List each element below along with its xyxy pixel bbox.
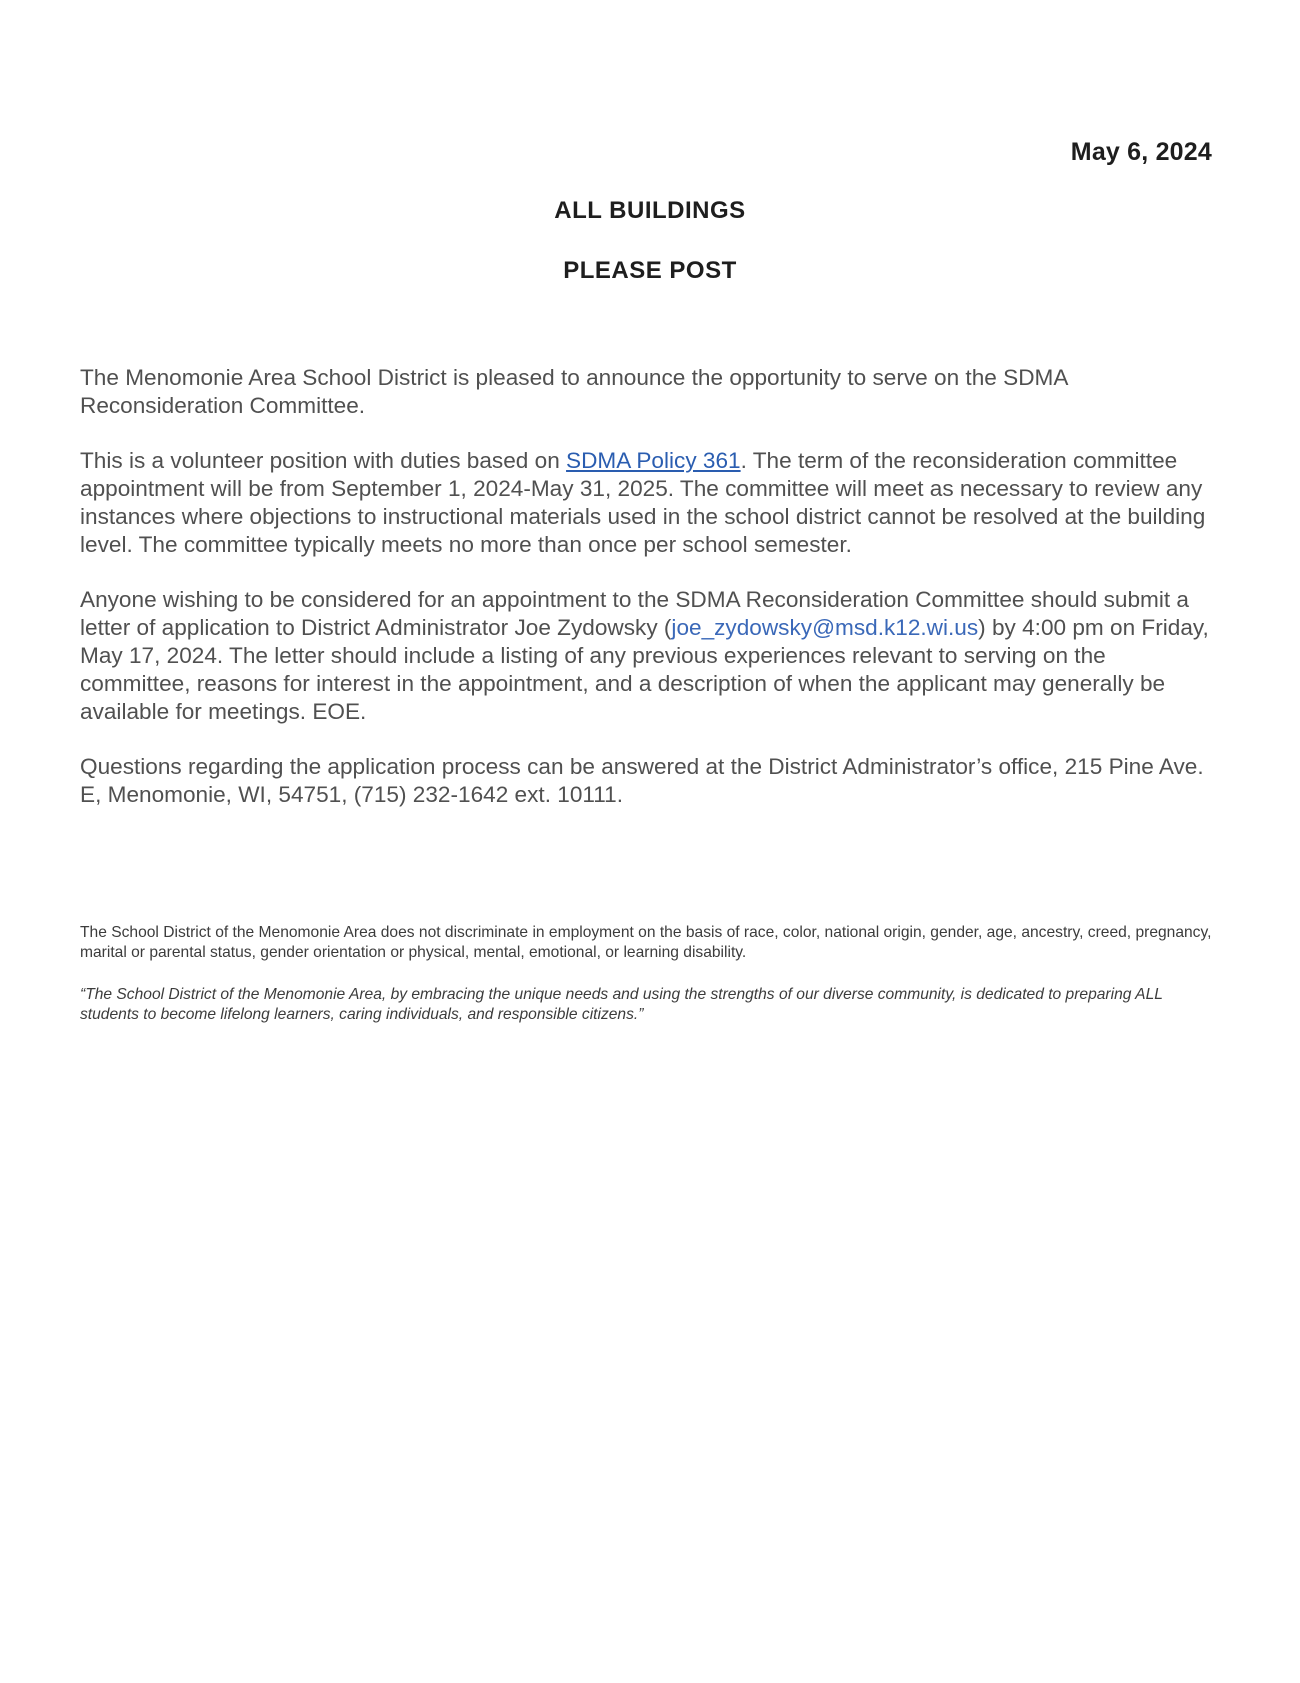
document-date: May 6, 2024 [1070, 138, 1212, 166]
mission-statement: “The School District of the Menomonie Area, by embracing the unique needs and using the strengths of our diverse community, is dedicated to preparing ALL students to become lifelong learners, caring individuals, and responsible citizens.” [80, 986, 1163, 1023]
application-text-after-email: ) by 4:00 pm on Friday, May 17, 2024. The letter should include a listing of any previous experiences relevant to serving on the committee, reasons for interest in the appointment, and a description of when the applicant may generally be available for meetings. EOE. [80, 615, 1209, 724]
heading-please-post: PLEASE POST [563, 257, 737, 284]
heading-all-buildings: ALL BUILDINGS [554, 197, 746, 224]
paragraph-contact-info: Questions regarding the application process can be answered at the District Administrator’s office, 215 Pine Ave. E, Menomonie, WI, 54751, (715) 232-1642 ext. 10111. [80, 754, 1204, 807]
position-text-after-link: . The term of the reconsideration committee appointment will be from September 1, 2024-May 31, 2025. The committee will meet as necessary to review any instances where objections to instructional materials used in the school district cannot be resolved at the building level. The committee typically meets no more than once per school semester. [80, 448, 1206, 557]
paragraph-announcement: The Menomonie Area School District is pleased to announce the opportunity to serve on the SDMA Reconsideration Committee. [80, 365, 1068, 418]
position-text-before-link: This is a volunteer position with duties based on [80, 448, 567, 473]
sdma-policy-361-link[interactable]: SDMA Policy 361 [566, 448, 741, 473]
paragraph-position-details [80, 447, 1215, 559]
administrator-email-link[interactable]: joe_zydowsky@msd.k12.wi.us [671, 615, 979, 640]
application-text-before-email: Anyone wishing to be considered for an appointment to the SDMA Reconsideration Committee should submit a letter of application to District Administrator Joe Zydowsky ( [80, 587, 1189, 640]
nondiscrimination-statement: The School District of the Menomonie Area does not discriminate in employment on the basis of race, color, national origin, gender, age, ancestry, creed, pregnancy, marital or parental status, gender orientation or physical, mental, emotional, or learning disability. [80, 924, 1212, 961]
announcement-body [80, 364, 1215, 836]
paragraph-application-instructions [80, 586, 1215, 726]
